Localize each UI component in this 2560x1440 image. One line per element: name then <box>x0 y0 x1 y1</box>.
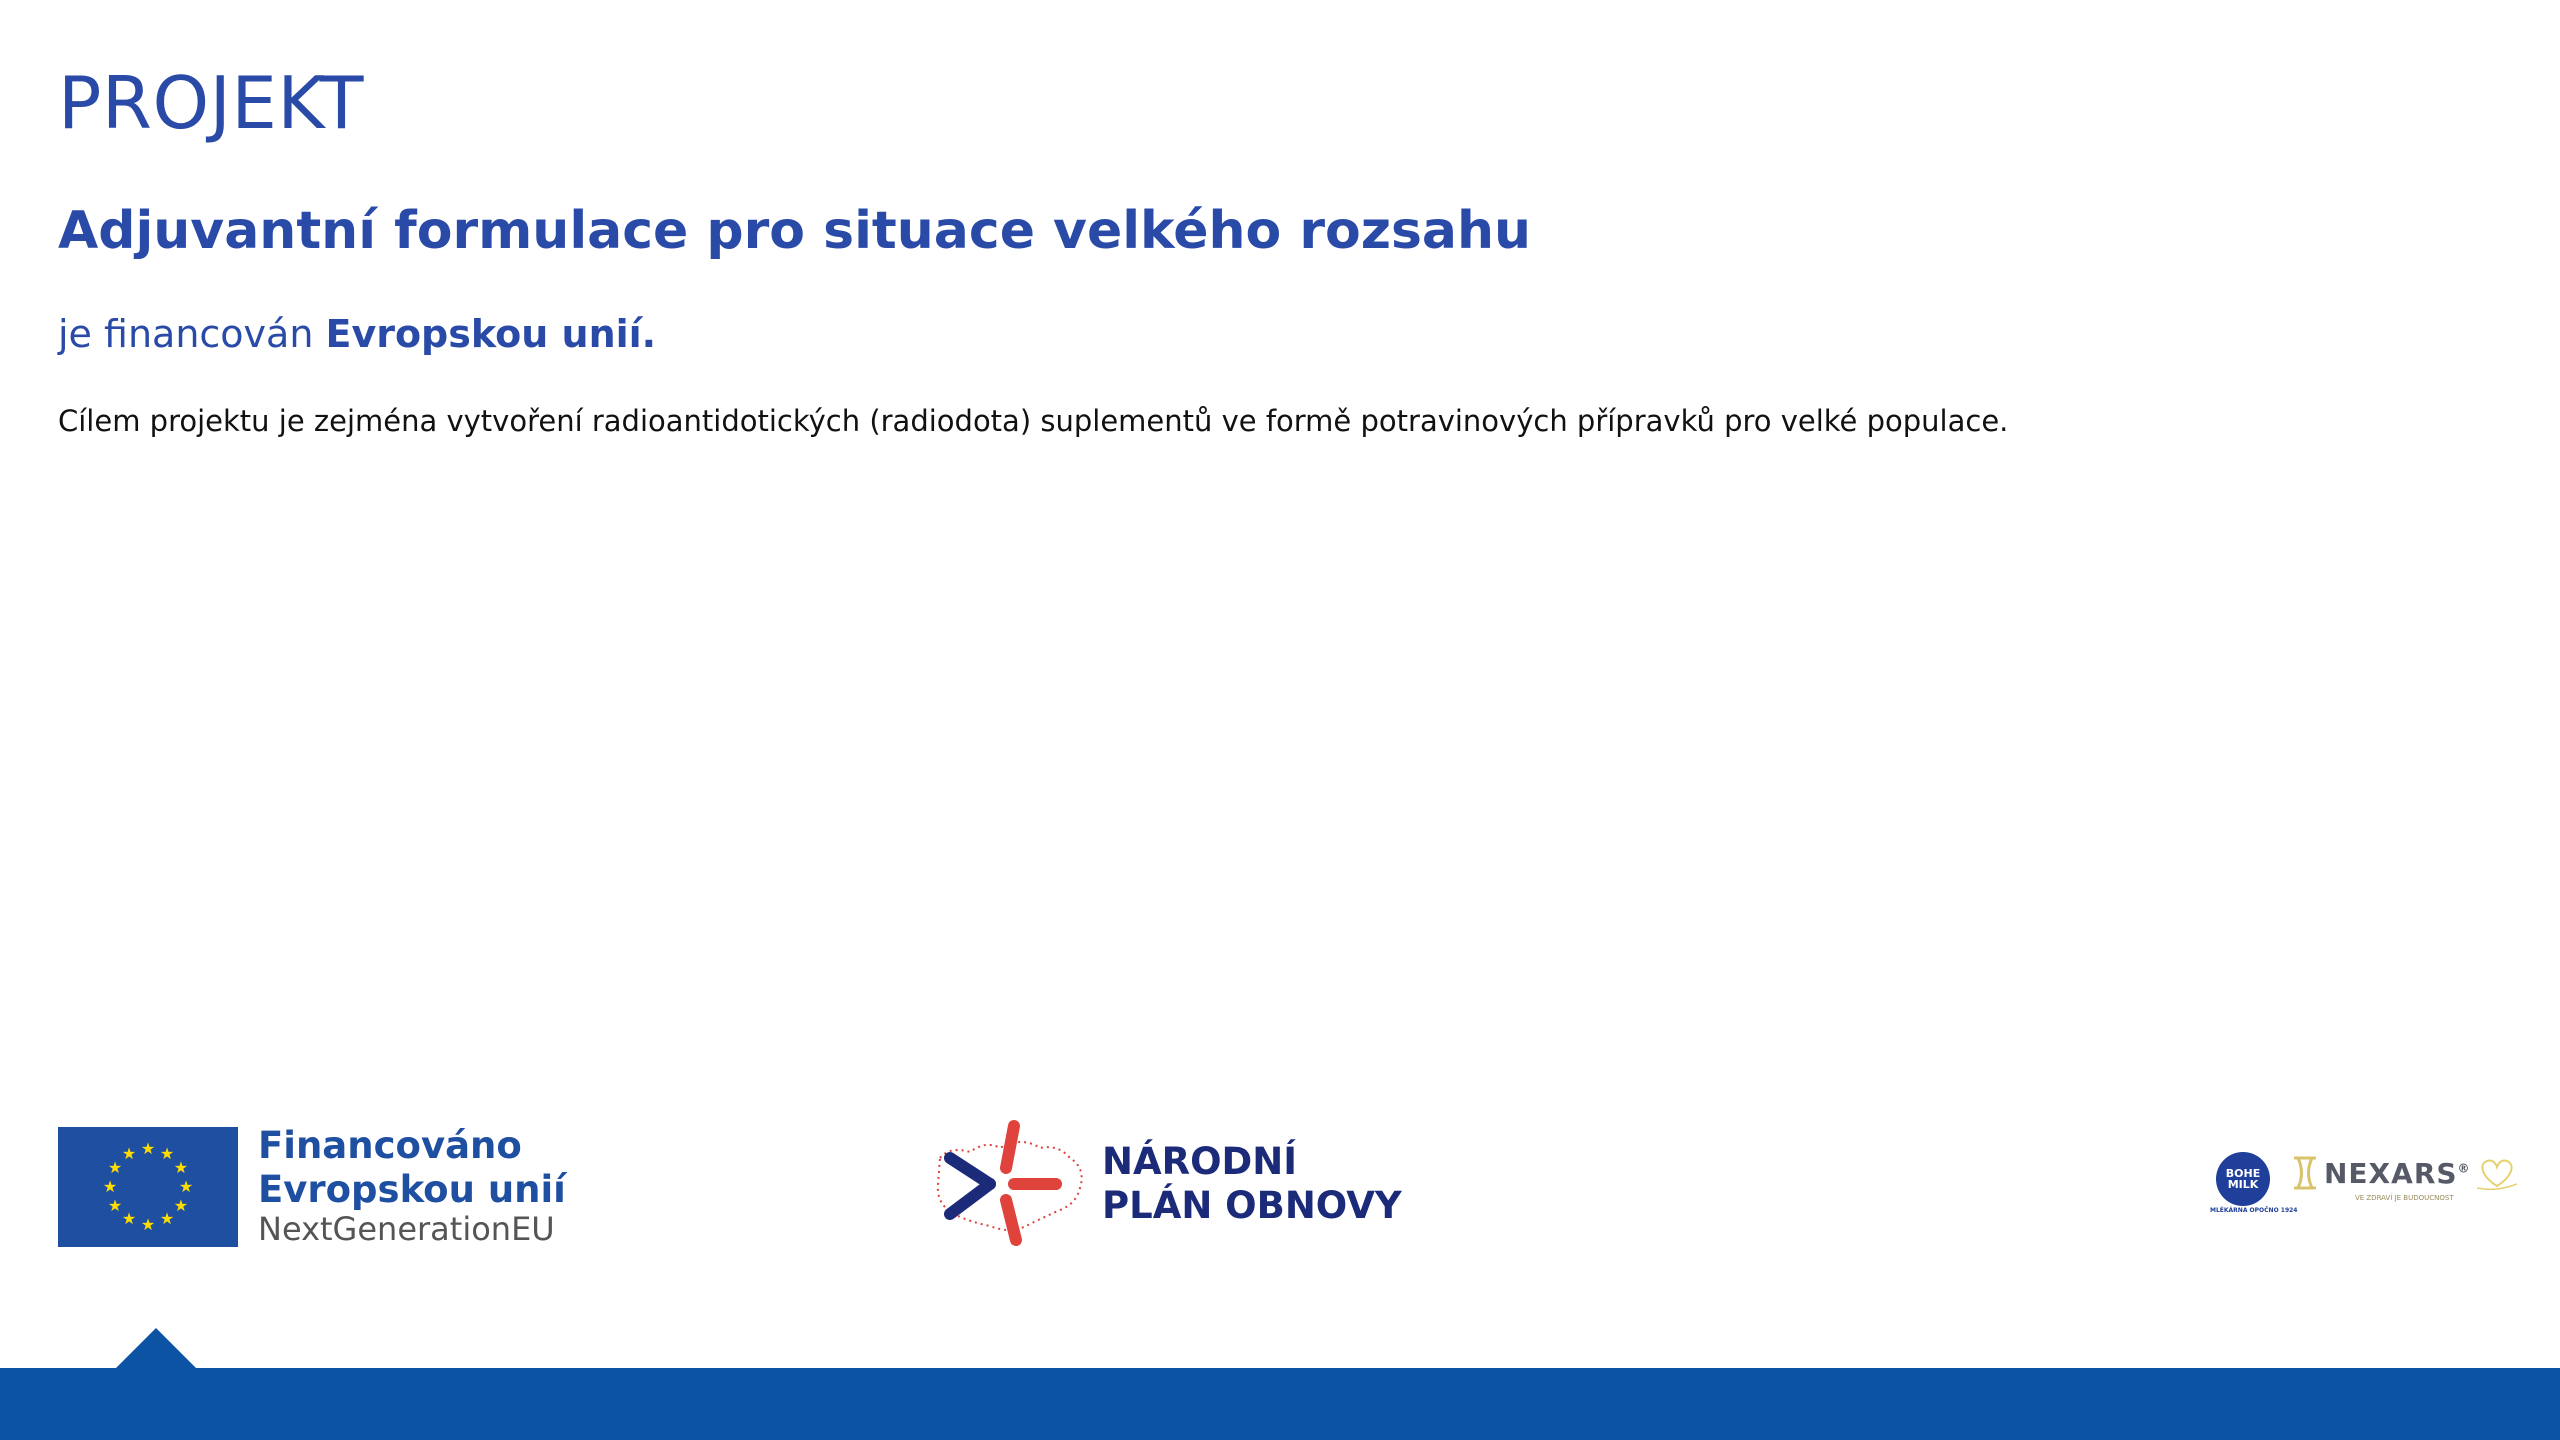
eu-star-icon: ★ <box>102 1176 118 1196</box>
project-title: Adjuvantní formulace pro situace velkého rozsahu <box>58 201 1532 261</box>
npo-logo-line1: NÁRODNÍ <box>1102 1140 1297 1184</box>
nexars-name: NEXARS® <box>2324 1156 2471 1190</box>
eu-star-icon: ★ <box>121 1143 137 1163</box>
eu-flag-icon <box>58 1127 238 1247</box>
eu-logo-line2: Evropskou unií <box>258 1167 566 1211</box>
project-description: Cílem projektu je zejména vytvoření radioantidotických (radiodota) suplementů ve formě potravinových přípravků pro velké populace. <box>58 404 2009 438</box>
heart-icon <box>2477 1156 2517 1190</box>
npo-mark-icon <box>930 1118 1090 1250</box>
nexars-logo <box>2292 1156 2517 1202</box>
eu-logo-text <box>258 1124 566 1249</box>
eu-star-icon: ★ <box>159 1209 175 1229</box>
eu-star-icon: ★ <box>173 1195 189 1215</box>
eu-star-icon: ★ <box>178 1176 194 1196</box>
npo-logo <box>930 1118 1402 1250</box>
eu-star-icon: ★ <box>121 1209 137 1229</box>
bohemilk-sub: MLÉKÁRNA OPOČNO 1924 <box>2210 1207 2298 1214</box>
section-kicker: PROJEKT <box>58 61 364 145</box>
bohemilk-name: BOHE MILK <box>2225 1167 2261 1191</box>
funding-eu: Evropskou unií. <box>325 312 657 356</box>
eu-star-icon: ★ <box>159 1143 175 1163</box>
eu-funding-logo <box>58 1124 566 1249</box>
eu-star-icon: ★ <box>173 1157 189 1177</box>
npo-logo-line2: PLÁN OBNOVY <box>1102 1184 1402 1227</box>
funding-prefix: je financován <box>58 312 326 356</box>
funding-line <box>58 312 656 358</box>
bohemilk-logo <box>2210 1152 2298 1214</box>
nexars-tagline: VE ZDRAVÍ JE BUDOUCNOST <box>2354 1194 2454 1202</box>
eu-star-icon: ★ <box>107 1195 123 1215</box>
eu-star-icon: ★ <box>107 1157 123 1177</box>
eu-star-icon: ★ <box>140 1138 156 1158</box>
eu-star-icon: ★ <box>140 1214 156 1234</box>
eu-logo-line1: Financováno <box>258 1124 522 1167</box>
bottom-band <box>0 1368 2560 1440</box>
nexars-mark-icon <box>2292 1156 2318 1190</box>
partner-logos <box>2210 1152 2517 1214</box>
eu-logo-line3: NextGenerationEU <box>258 1210 555 1249</box>
band-notch <box>116 1328 196 1368</box>
npo-logo-text <box>1102 1140 1402 1227</box>
